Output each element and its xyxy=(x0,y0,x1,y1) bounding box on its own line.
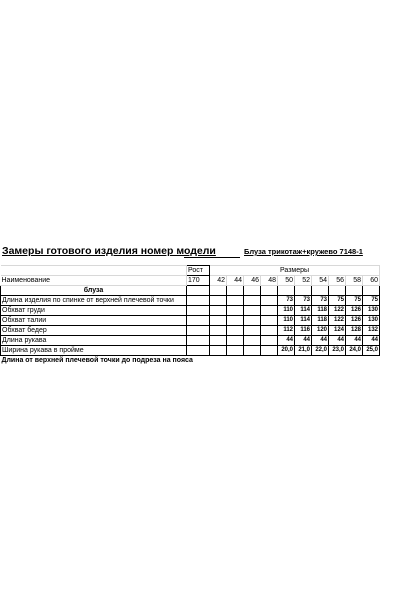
measurement-value-cell[interactable]: 73 xyxy=(295,296,312,306)
rost-value-cell[interactable]: 170 xyxy=(187,276,210,286)
measurement-value-cell[interactable]: 22,0 xyxy=(312,346,329,356)
measurement-value-cell[interactable] xyxy=(227,296,244,306)
measurement-value-cell[interactable]: 75 xyxy=(329,296,346,306)
measurement-value-cell[interactable]: 23,0 xyxy=(329,346,346,356)
measurements-table xyxy=(0,265,380,365)
footer-note-cell[interactable]: Длина от верхней плечевой точки до подреза на пояса xyxy=(1,357,193,364)
name-header-cell[interactable] xyxy=(1,266,187,276)
measurement-value-cell[interactable] xyxy=(210,326,227,336)
measurement-name-cell[interactable]: Обхват талии xyxy=(1,316,187,326)
measurement-value-cell[interactable] xyxy=(227,326,244,336)
table-row xyxy=(1,296,380,306)
measurement-value-cell[interactable]: 120 xyxy=(312,326,329,336)
size-cell[interactable]: 52 xyxy=(295,276,312,286)
measurement-value-cell[interactable]: 20,0 xyxy=(278,346,295,356)
rost-label-cell[interactable]: Рост xyxy=(187,266,210,276)
size-cell[interactable]: 44 xyxy=(227,276,244,286)
measurement-value-cell[interactable]: 132 xyxy=(363,326,380,336)
measurement-value-cell[interactable]: 44 xyxy=(295,336,312,346)
measurement-value-cell[interactable] xyxy=(261,326,278,336)
measurement-value-cell[interactable] xyxy=(227,336,244,346)
measurement-value-cell[interactable]: 73 xyxy=(278,296,295,306)
measurement-name-cell[interactable]: Длина рукава xyxy=(1,336,187,346)
section-cell[interactable] xyxy=(363,286,380,296)
measurement-value-cell[interactable]: 21,0 xyxy=(295,346,312,356)
section-cell[interactable] xyxy=(278,286,295,296)
measurement-value-cell[interactable]: 25,0 xyxy=(363,346,380,356)
measurement-value-cell[interactable]: 114 xyxy=(295,306,312,316)
header-row-2 xyxy=(1,276,380,286)
section-cell[interactable] xyxy=(210,286,227,296)
model-name: Блуза трикотаж+кружево 7148-1 xyxy=(244,247,363,256)
section-cell[interactable] xyxy=(312,286,329,296)
rost-cell[interactable] xyxy=(187,346,210,356)
rost-cell[interactable] xyxy=(187,326,210,336)
size-cell[interactable]: 48 xyxy=(261,276,278,286)
measurement-value-cell[interactable]: 24,0 xyxy=(346,346,363,356)
section-row xyxy=(1,286,380,296)
measurement-value-cell[interactable] xyxy=(244,306,261,316)
measurement-value-cell[interactable]: 114 xyxy=(295,316,312,326)
measurement-value-cell[interactable] xyxy=(244,346,261,356)
measurement-value-cell[interactable]: 44 xyxy=(329,336,346,346)
section-cell[interactable] xyxy=(346,286,363,296)
rost-cell[interactable] xyxy=(187,306,210,316)
measurement-value-cell[interactable]: 124 xyxy=(329,326,346,336)
header-row-1 xyxy=(1,266,380,276)
measurement-value-cell[interactable] xyxy=(210,316,227,326)
sheet-title: Замеры готового изделия номер модели xyxy=(2,245,216,257)
section-cell[interactable] xyxy=(187,286,210,296)
measurement-value-cell[interactable]: 118 xyxy=(312,316,329,326)
measurement-value-cell[interactable] xyxy=(244,326,261,336)
measurement-value-cell[interactable]: 118 xyxy=(312,306,329,316)
measurement-value-cell[interactable]: 75 xyxy=(346,296,363,306)
sizes-header-cell[interactable]: Размеры xyxy=(210,266,380,276)
measurement-value-cell[interactable] xyxy=(244,336,261,346)
footer-row xyxy=(1,356,380,366)
measurement-value-cell[interactable] xyxy=(244,316,261,326)
measurement-value-cell[interactable]: 44 xyxy=(278,336,295,346)
measurement-value-cell[interactable]: 73 xyxy=(312,296,329,306)
measurement-value-cell[interactable]: 44 xyxy=(312,336,329,346)
size-cell[interactable]: 56 xyxy=(329,276,346,286)
title-row xyxy=(0,242,400,259)
table-row xyxy=(1,316,380,326)
measurement-value-cell[interactable]: 75 xyxy=(363,296,380,306)
measurement-value-cell[interactable] xyxy=(244,296,261,306)
size-cell[interactable]: 46 xyxy=(244,276,261,286)
measurement-value-cell[interactable] xyxy=(261,296,278,306)
size-cell[interactable]: 54 xyxy=(312,276,329,286)
measurement-value-cell[interactable]: 112 xyxy=(278,326,295,336)
measurement-value-cell[interactable]: 44 xyxy=(346,336,363,346)
measurement-value-cell[interactable] xyxy=(261,306,278,316)
measurement-value-cell[interactable] xyxy=(261,316,278,326)
table-row xyxy=(1,336,380,346)
measurement-value-cell[interactable] xyxy=(210,296,227,306)
measurement-name-cell[interactable]: Длина изделия по спинке от верхней плечевой точки xyxy=(1,296,187,306)
measurement-name-cell[interactable]: Обхват бедер xyxy=(1,326,187,336)
name-label-cell[interactable]: Наименование xyxy=(1,276,187,286)
measurement-value-cell[interactable]: 110 xyxy=(278,306,295,316)
section-cell[interactable] xyxy=(329,286,346,296)
measurement-value-cell[interactable]: 126 xyxy=(346,316,363,326)
measurement-value-cell[interactable] xyxy=(210,346,227,356)
measurement-value-cell[interactable]: 110 xyxy=(278,316,295,326)
measurement-value-cell[interactable] xyxy=(261,346,278,356)
section-cell[interactable] xyxy=(227,286,244,296)
section-title-cell[interactable]: блуза xyxy=(1,286,187,296)
measurement-value-cell[interactable]: 122 xyxy=(329,306,346,316)
rost-cell[interactable] xyxy=(187,316,210,326)
title-underline xyxy=(184,257,240,258)
measurement-value-cell[interactable]: 126 xyxy=(346,306,363,316)
table-row xyxy=(1,326,380,336)
section-cell[interactable] xyxy=(261,286,278,296)
measurement-value-cell[interactable] xyxy=(227,316,244,326)
measurement-name-cell[interactable]: Ширина рукава в пройме xyxy=(1,346,187,356)
measurement-value-cell[interactable]: 122 xyxy=(329,316,346,326)
measurement-value-cell[interactable]: 128 xyxy=(346,326,363,336)
measurement-value-cell[interactable] xyxy=(227,346,244,356)
table-row xyxy=(1,346,380,356)
section-cell[interactable] xyxy=(295,286,312,296)
size-cell[interactable]: 42 xyxy=(210,276,227,286)
size-cell[interactable]: 50 xyxy=(278,276,295,286)
measurement-value-cell[interactable]: 116 xyxy=(295,326,312,336)
rost-cell[interactable] xyxy=(187,336,210,346)
size-cell[interactable]: 58 xyxy=(346,276,363,286)
measurement-value-cell[interactable]: 130 xyxy=(363,316,380,326)
rost-cell[interactable] xyxy=(187,296,210,306)
table-row xyxy=(1,306,380,316)
measurement-value-cell[interactable] xyxy=(210,336,227,346)
measurement-value-cell[interactable] xyxy=(210,306,227,316)
size-cell[interactable]: 60 xyxy=(363,276,380,286)
measurement-name-cell[interactable]: Обхват груди xyxy=(1,306,187,316)
measurement-value-cell[interactable] xyxy=(261,336,278,346)
measurement-value-cell[interactable]: 130 xyxy=(363,306,380,316)
spreadsheet xyxy=(0,242,400,364)
measurement-value-cell[interactable] xyxy=(227,306,244,316)
section-cell[interactable] xyxy=(244,286,261,296)
measurement-value-cell[interactable]: 44 xyxy=(363,336,380,346)
